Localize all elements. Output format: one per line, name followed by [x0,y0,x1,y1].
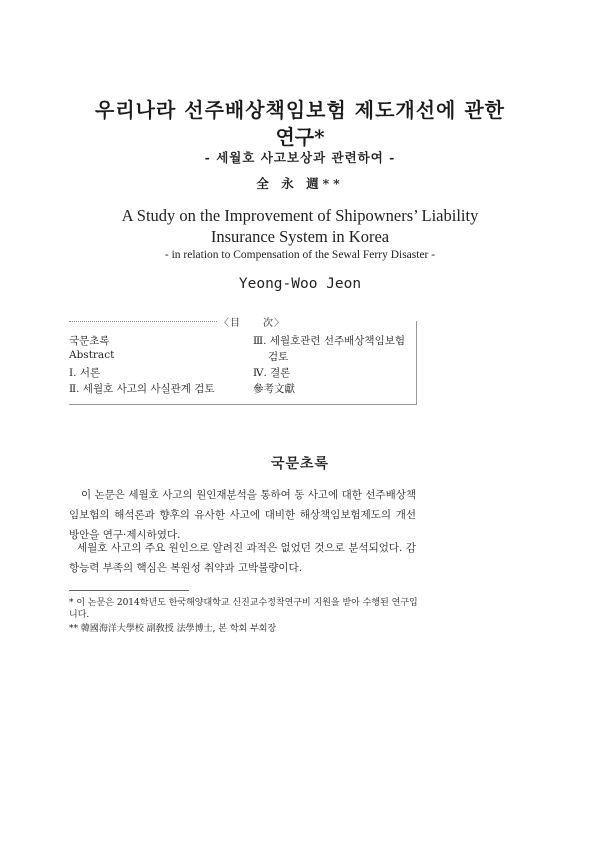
toc-item[interactable]: Ⅰ. 서론 [69,367,101,379]
korean-author: 全 永 週** [256,176,344,191]
toc-item[interactable]: Abstract [69,349,115,361]
footnote-rule [69,590,189,591]
toc-item[interactable]: 국문초록 [69,335,110,347]
footnote: ** 韓國海洋大學校 副敎授 法學博士, 본 학회 부회장 [69,624,277,634]
korean-title-line2: 연구* [275,125,325,149]
toc-item[interactable]: 參考文獻 [253,383,295,395]
abstract-paragraph: 세월호 사고의 주요 원인으로 알려진 과적은 없었던 것으로 분석되었다. 감항능력 부족의 핵심은 복원성 취약과 고박불량이다. [69,542,416,574]
toc-label: 〈目 次〉 [219,318,285,329]
table-of-contents [69,318,417,405]
footnote: * 이 논문은 2014학년도 한국해양대학교 신진교수정착연구비 지원을 받아 수행된 연구입니다. [69,598,418,620]
toc-item[interactable]: Ⅲ. 세월호관련 선주배상책임보험 [253,335,405,347]
toc-item[interactable]: 검토 [268,351,289,363]
english-author: Yeong-Woo Jeon [238,276,362,292]
english-title-line1: A Study on the Improvement of Shipowners’ Liability [121,206,479,225]
abstract-heading: 국문초록 [270,456,330,472]
toc-item[interactable]: Ⅱ. 세월호 사고의 사실관계 검토 [69,383,215,395]
korean-subtitle: - 세월호 사고보상과 관련하여 - [204,150,396,165]
english-subtitle: - in relation to Compensation of the Sewal Ferry Disaster - [164,249,436,261]
toc-item[interactable]: Ⅳ. 결론 [253,367,291,379]
english-title-line2: Insurance System in Korea [210,227,390,246]
abstract-paragraph: 이 논문은 세월호 사고의 원인재분석을 통하여 동 사고에 대한 선주배상책임보험의 해석론과 향후의 유사한 사고에 대비한 해상책임보험제도의 개선방안을 연구·제시하였다. [69,489,416,541]
toc-top-rule [69,321,217,322]
korean-title-line1: 우리나라 선주배상책임보험 제도개선에 관한 [95,98,505,122]
